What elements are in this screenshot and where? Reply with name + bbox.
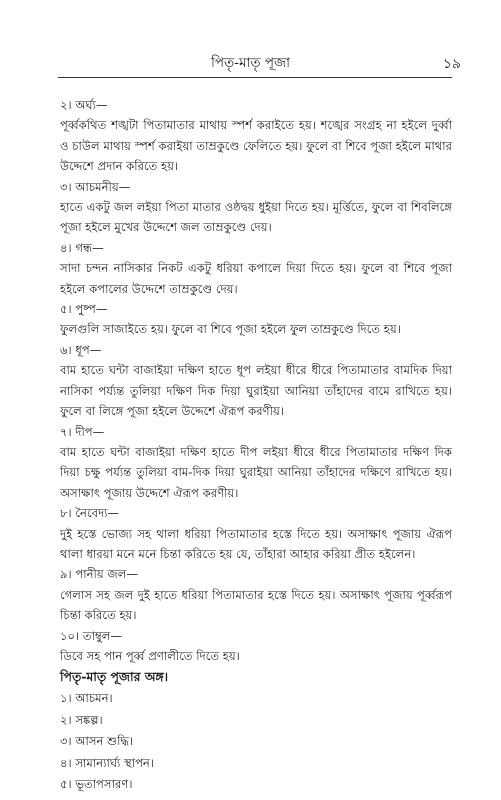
item-text: বাম হাতে ঘন্টা বাজাইয়া দক্ষিণ হাতে দীপ লইয়া ধীরে ধীরে পিতামাতার দক্ষিণ দিক দিয়া চক্ষু পর্য্যন্ত তুলিয়া বাম-দিক দিয়া ঘুরাইয়া আনিয়া তাঁহাদের দক্ষিণে রাখিতে হয়। অসাক্ষাৎ পূজায় উদ্দেশে ঐরূপ করণীয়।: [60, 444, 452, 500]
item-naivedya: [60, 503, 452, 564]
list-item: ৫। ভূতাপসারণ।: [60, 777, 133, 792]
list-item: ৩। আসন শুদ্ধি।: [60, 734, 134, 749]
item-dhup: [60, 340, 452, 422]
item-heading: ৪। গন্ধ—: [60, 240, 104, 255]
item-arghya: [60, 95, 452, 177]
item-text: বাম হাতে ঘন্টা বাজাইয়া দক্ষিণ হাতে ধূপ লইয়া ধীরে ধীরে পিতামাতার বামদিক দিয়া নাসিকা পর্য্যন্ত তুলিয়া দক্ষিণ দিক দিয়া ঘুরাইয়া আনিয়া তাঁহাদের বামে রাখিতে হয়। ফুলে বা লিঙ্গে পূজা হইলে উদ্দেশে ঐরূপ করণীয়।: [60, 363, 452, 419]
item-text: গেলাস সহ জল দুই হাতে ধরিয়া পিতামাতার হস্তে দিতে হয়। অসাক্ষাৎ পূজায় পূর্ব্বরূপ চিন্তা করিতে হয়।: [60, 587, 452, 623]
item-text: ডিবে সহ পান পূর্ব্ব প্রণালীতে দিতে হয়।: [60, 648, 240, 663]
item-heading: ২। অর্ঘ্য—: [60, 98, 108, 112]
item-text: দুই হস্তে ভোজ্য সহ থালা ধরিয়া পিতামাতার হস্তে দিতে হয়। অসাক্ষাৎ পূজায় ঐরূপ থালা ধারয়া মনে মনে চিন্তা করিতে হয় যে, তাঁহারা আহার করিয়া প্রীত হইলেন।: [60, 526, 452, 561]
item-text: ফুলগুলি সাজাইতে হয়। ফুলে বা শিবে পূজা হইলে ফুল তাম্রকুণ্ডে দিতে হয়।: [60, 322, 401, 337]
section-title: পিতৃ-মাতৃ পূজার অঙ্গ।: [60, 669, 169, 685]
item-text: হাতে একটু জল লইয়া পিতা মাতার ওষ্ঠদ্বয় ধুইয়া দিতে হয়। মূর্ত্তিতে, ফুলে বা শিবলিঙ্গে পূজা হইলে মুখের উদ্দেশে জল তাম্রকুণ্ডে দেয়।: [60, 200, 452, 235]
item-text: সাদা চন্দন নাসিকার নিকট একটু ধরিয়া কপালে দিয়া দিতে হয়। ফুলে বা শিবে পূজা হইলে কপালের উদ্দেশে তাম্রকুণ্ডে দেয়।: [60, 261, 452, 296]
item-deep: [60, 422, 452, 504]
section-list: [60, 688, 452, 796]
item-heading: ১০। তাম্বুল—: [60, 628, 123, 643]
item-text: পূর্ব্বকথিত শঙ্খটা পিতামাতার মাথায় স্পর্শ করাইতে হয়। শঙ্খের সংগ্রহ না হইলে দুর্ব্বা ও চাউল মাথায় স্পর্শ করাইয়া তাম্রকুণ্ডে ফেলিতে হয়। ফুলে বা শিবে পূজা হইলে মাথার উদ্দেশে প্রদান করিতে হয়।: [60, 118, 452, 174]
item-gandha: [60, 238, 452, 299]
list-item: ১। আচমন।: [60, 691, 113, 706]
list-item: ২। সঙ্কল্প।: [60, 712, 103, 727]
list-item: ৪। সামান্যার্ঘ্য স্থাপন।: [60, 755, 154, 770]
item-paniya-jal: [60, 564, 452, 625]
header-rule: [58, 77, 452, 78]
item-heading: ৮। নৈবেদ্য—: [60, 506, 120, 521]
item-heading: ৫। পুষ্প—: [60, 302, 108, 317]
running-head: পিতৃ-মাতৃ পূজা: [210, 55, 290, 71]
item-heading: ৩। আচমনীয়—: [60, 179, 131, 194]
page-number: ১৯: [442, 56, 461, 72]
item-tambul: [60, 626, 452, 667]
item-heading: ৯। পানীয় জল—: [60, 567, 138, 582]
item-heading: ৬। ধূপ—: [60, 342, 102, 357]
item-pushpa: [60, 299, 452, 340]
item-achamaniya: [60, 177, 452, 238]
page-body: [60, 95, 452, 796]
item-heading: ৭। দীপ—: [60, 424, 105, 439]
page-header: [0, 52, 501, 74]
